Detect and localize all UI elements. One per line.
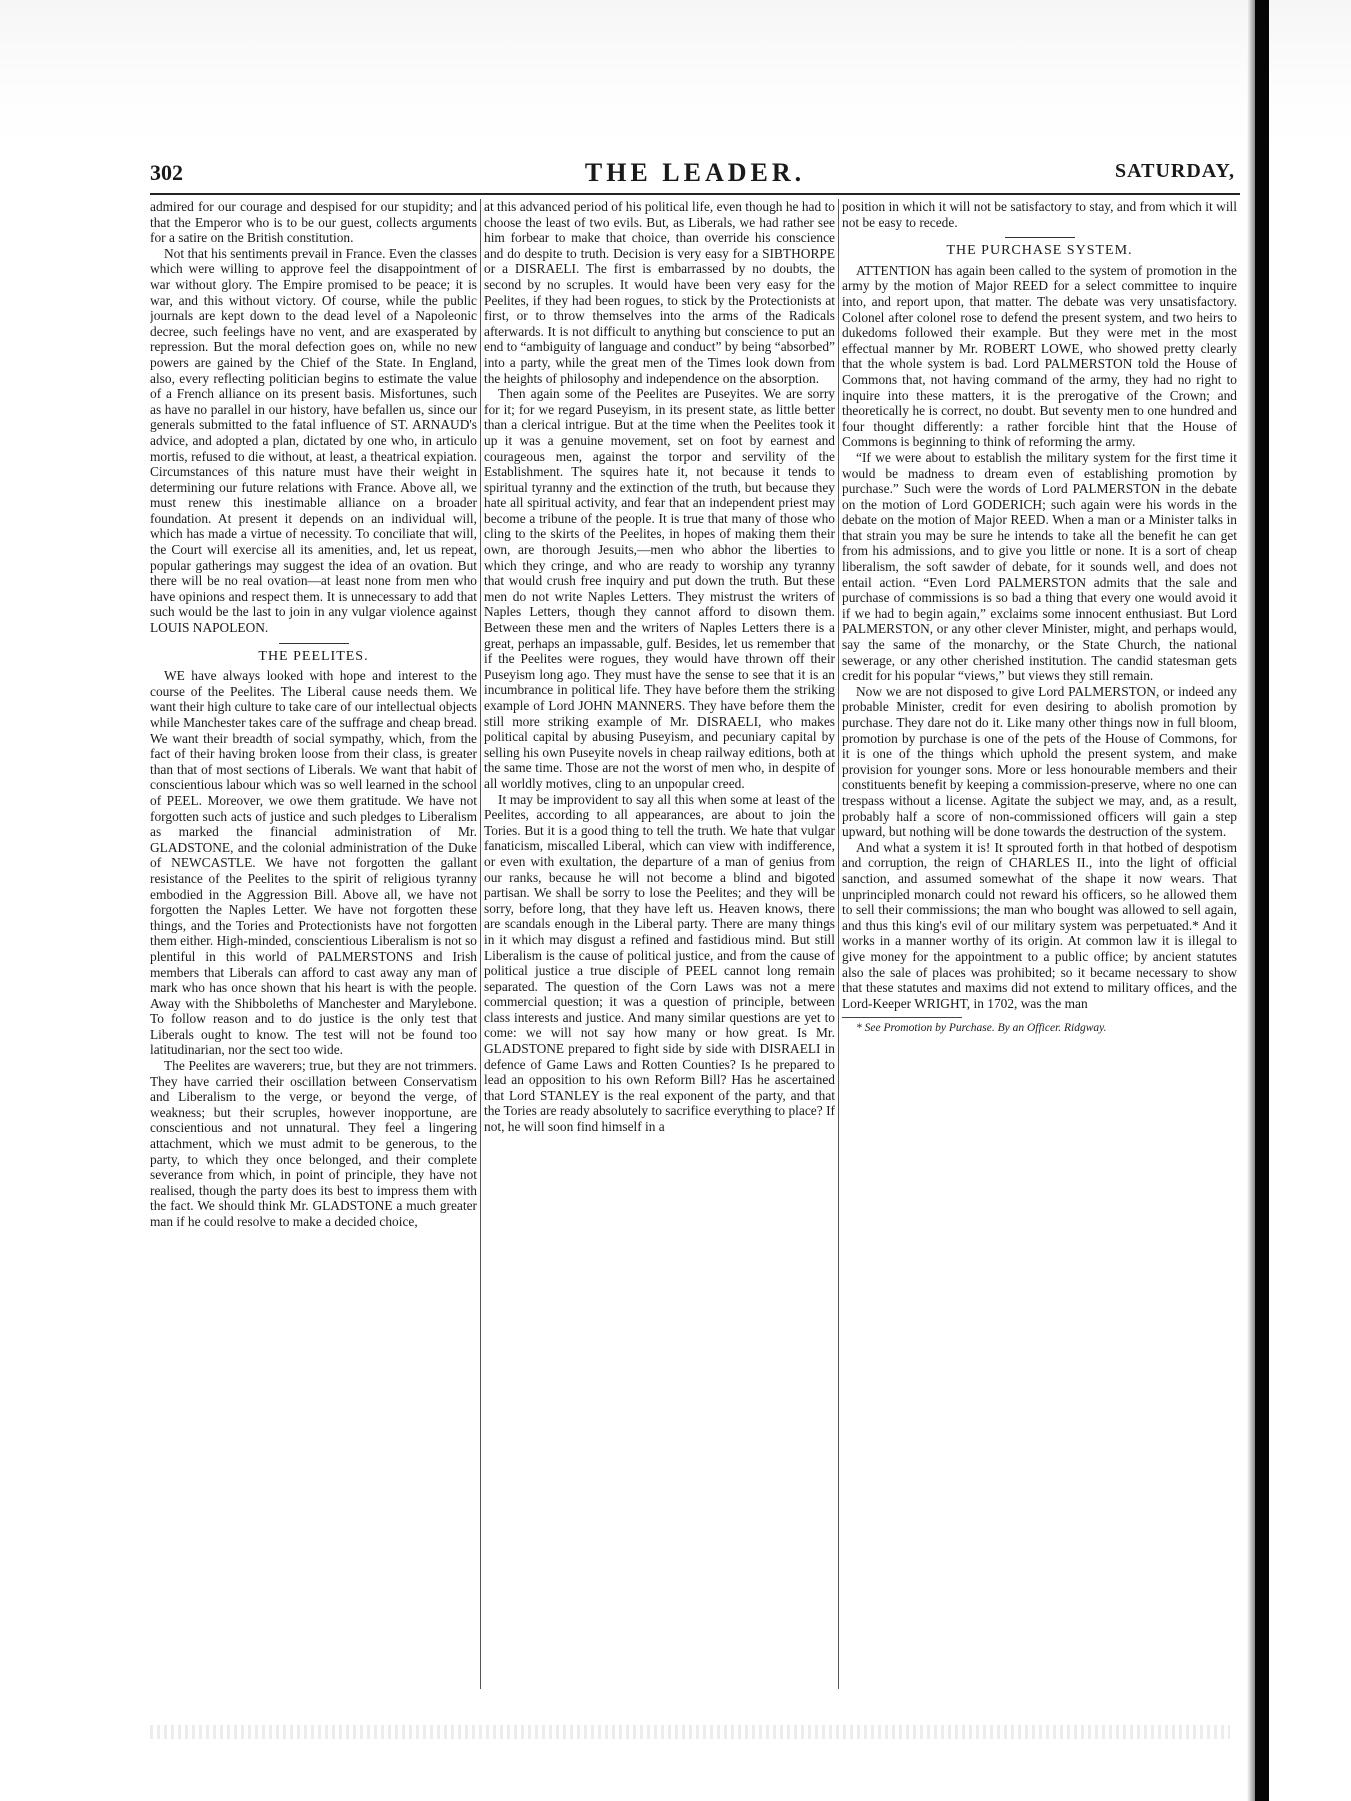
scan-shadow [0,0,1351,150]
scan-smear [150,1725,1230,1739]
footnote-rule [842,1017,962,1018]
masthead-title: THE LEADER. [584,158,806,187]
paragraph: Not that his sentiments prevail in France. Even the classes which were willing to approve feel the disappointment of war without glory. The Empire promised to be peace; it is war, and this without victory. Of course, while the public journals are kept down to the dead level of a Napoleonic decree, such feelings have no vent, and are exasperated by repression. But the moral defection goes on, while no new powers are gained by the Chief of the State. In England, also, every reflecting politician begins to estimate the value of a French alliance on its present basis. Misfortunes, such as have no parallel in our history, have befallen us, since our generals submitted to the fatal influence of ST. ARNAUD's advice, and adopted a plan, dictated by one who, in articulo mortis, refused to die without, at least, a theatrical expiation. Circumstances of this nature must have their weight in determining our future relations with France. Above all, we must renew this inestimable alliance on a broader foundation. At present it depends on an individual will, which has made a virtue of necessity. To conciliate that will, the Court will exercise all its amenities, and, let us repeat, popular gatherings may suggest the idea of an ovation. But there will be no real ovation—at least none from men who have opinions and respect them. It is unnecessary to add that such would be the last to join in any vulgar violence against LOUIS NAPOLEON. [150,245,477,636]
column-rule [480,199,481,1689]
paragraph: ATTENTION has again been called to the system of promotion in the army by the motion of Major REED for a select committee to inquire into, and report upon, that matter. The debate was very unsatisfactory. Colonel after colonel rose to defend the present system, and two heirs to dukedoms followed their example. But they were met in the most effectual manner by Mr. ROBERT LOWE, who showed pretty clearly that the whole system is bad. Lord PALMERSTON told the House of Commons that, not having command of the army, they had no right to inquire into these matters, it is the prerogative of the Crown; and theoretically he is correct, no doubt. But seventy men to one hundred and four thought differently: a rather forcible hint that the House of Commons is beginning to think of reforming the army. [842,262,1237,450]
binding-edge [1247,0,1255,1801]
column-rule [838,199,839,1689]
section-heading-peelites: THE PEELITES. [150,643,477,665]
column-2 [484,199,835,1719]
issue-day: SATURDAY, [1115,160,1235,182]
paragraph: And what a system it is! It sprouted forth in that hotbed of despotism and corruption, the reign of CHARLES II., into the light of official sanction, and assumed somewhat of the shape it now wears. That unprincipled monarch could not reward his officers, so he allowed them to sell their commissions; the man who bought was allowed to sell again, and thus this king's evil of our military system was perpetuated.* And it works in a manner worthy of its origin. At common law it is illegal to give money for the appointment to a public office; by ancient statutes also the sale of places was prohibited; so it became necessary to show that these statutes and maxims did not extend to military offices, and the Lord-Keeper WRIGHT, in 1702, was the man [842,839,1237,1011]
binding-spine [1255,0,1269,1801]
column-3 [842,199,1237,1719]
paragraph: admired for our courage and despised for our stupidity; and that the Emperor who is to be our guest, collects arguments for a satire on the British constitution. [150,199,477,246]
footnote: * See Promotion by Purchase. By an Officer. Ridgway. [856,1022,1107,1035]
paragraph: at this advanced period of his political life, even though he had to choose the least of two evils. But, as Liberals, we had rather see him forbear to make that choice, than override his conscience and do despite to truth. Decision is very easy for a SIBTHORPE or a DISRAELI. The first is embarrassed by no doubts, the second by no scruples. It would have been very easy for the Peelites, if they had been rogues, to stick by the Protectionists at first, or to throw themselves into the arms of the Radicals afterwards. It is not difficult to anything but conscience to put an end to “ambiguity of language and conduct” by being “absorbed” into a party, while the great men of the Times look down from the heights of philosophy and independence on the absorption. [484,199,835,386]
paragraph: WE have always looked with hope and interest to the course of the Peelites. The Liberal cause needs them. We want their high culture to take care of our intellectual objects while Manchester takes care of the suffrage and cheap bread. We want their breadth of social sympathy, which, from the fact of their having broken loose from their class, is greater than that of most sections of Liberals. We want that habit of conscientious labour which was so well learned in the school of PEEL. Moreover, we owe them gratitude. We have not forgotten such acts of justice and such pledges to Liberalism as marked the financial administration of Mr. GLADSTONE, and the colonial administration of the Duke of NEWCASTLE. We have not forgotten the gallant resistance of the Peelites to the spirit of religious tyranny embodied in the Aggression Bill. Above all, we have not forgotten the Naples Letter. We have not forgotten these things, and the Tories and Protectionists have not forgotten them either. High-minded, conscientious Liberalism is not so plentiful in this world of PALMERSTONS and Irish members that Liberals can afford to cast away any man of mark who has once shown that his heart is with the people. Away with the Shibboleths of Manchester and Marylebone. To follow reason and to do justice is the only test that Liberals ought to know. The test will not be found too latitudinarian, nor the sect too wide. [150,668,477,1058]
paragraph: Then again some of the Peelites are Puseyites. We are sorry for it; for we regard Puseyism, in its present state, as little better than a clerical intrigue. But at the time when the Peelites took it up it was a genuine movement, set on foot by earnest and courageous men, against the torpor and servility of the Establishment. The squires hate it, not because it tends to spiritual tyranny and the extinction of the truth, but because they hate all spiritual activity, and fear that an independent priest may become a tribune of the people. It is true that many of those who cling to the skirts of the Peelites, in hopes of making them their own, are thorough Jesuits,—men who abhor the liberties to which they cringe, and who are ready to worship any tyranny that would crush free inquiry and put down the truth. But these men do not write Naples Letters. They mistrust the writers of Naples Letters, though they cannot afford to disown them. Between these men and the writers of Naples Letters there is a great, perhaps an impassable, gulf. Besides, let us remember that if the Peelites were rogues, they would have thrown off their Puseyism long ago. They must have the sense to see that it is an incumbrance in political life. They have before them the striking example of Lord JOHN MANNERS. They have before them the still more striking example of Mr. DISRAELI, who makes political capital by abusing Puseyism, and pecuniary capital by selling his own Puseyite novels in cheap railway editions, both at the same time. Those are not the worst of men who, in despite of all worldly motives, cling to an unpopular creed. [484,386,835,791]
paragraph: Now we are not disposed to give Lord PALMERSTON, or indeed any probable Minister, credit for even desiring to abolish promotion by purchase. They dare not do it. Like many other things now in full bloom, promotion by purchase is one of the pets of the House of Commons, for it is one of the things which uphold the present system, and make provision for younger sons. More or less honourable members and their constituents benefit by keeping a commission-preserve, where no one can trespass without a license. Agitate the subject we may, and, as a result, probably half a score of non-commissioned officers will gain a step upward, but nothing will be done towards the destruction of the system. [842,683,1237,840]
page-number: 302 [150,160,183,185]
paragraph: “If we were about to establish the military system for the first time it would be madness to dream even of establishing promotion by purchase.” Such were the words of Lord PALMERSTON in the debate on the motion of Lord GODERICH; such again were his words in the debate on the motion of Major REED. When a man or a Minister talks in that strain you may be sure he intends to take all the benefit he can get from his admissions, and to give you little or none. It is a sort of cheap liberalism, the soft sawder of debate, for it sounds well, and does not entail action. “Even Lord PALMERSTON admits that the sale and purchase of commissions is so bad a thing that every one would avoid it if we had to begin again,” exclaims some innocent enthusiast. But Lord PALMERSTON, or any other clever Minister, might, and perhaps would, say the same of the monarchy, or the State Church, the national sewerage, or any other cherished institution. The candid statesman gets credit for his popular “views,” but views they still remain. [842,449,1237,684]
page-header [150,158,1240,188]
section-heading-purchase-system: THE PURCHASE SYSTEM. [842,237,1237,259]
paragraph: It may be improvident to say all this when some at least of the Peelites, according to all appearances, are about to join the Tories. But it is a good thing to tell the truth. We hate that vulgar fanaticism, miscalled Liberal, which can view with indifference, or even with exultation, the departure of a man of genius from our ranks, because he will not become a blind and bigoted partisan. We shall be sorry to lose the Peelites; and they will be sorry, before long, that they have left us. Heaven knows, there are scandals enough in the Liberal party. There are many things in it which may disgust a refined and fastidious mind. But still Liberalism is the cause of political justice, and from the cause of political justice a true disciple of PEEL cannot long remain separated. The question of the Corn Laws was not a mere commercial question; it was a question of principle, between class interests and justice. And many similar questions are yet to come: we will not say how many or how great. Is Mr. GLADSTONE prepared to fight side by side with DISRAELI in defence of Game Laws and Rotten Counties? Is he prepared to lead an opposition to his own Reform Bill? Has he ascertained that Lord STANLEY is the real exponent of the party, and that the Tories are ready absolutely to sacrifice everything to place? If not, he will soon find himself in a [484,791,835,1135]
paragraph: The Peelites are waverers; true, but they are not trimmers. They have carried their oscillation between Conservatism and Liberalism to the verge, or beyond the verge, of weakness; but their scruples, however inopportune, are conscientious and not unnatural. They feel a lingering attachment, which we must admit to be generous, to the party, to which they once belonged, and their complete severance from which, in point of principle, they have not realised, though the party does its best to impress them with the fact. We should think Mr. GLADSTONE a much greater man if he could resolve to make a decided choice, [150,1058,477,1229]
paragraph: position in which it will not be satisfactory to stay, and from which it will not be easy to recede. [842,199,1237,230]
header-rule [150,193,1240,195]
column-1 [150,199,477,1719]
